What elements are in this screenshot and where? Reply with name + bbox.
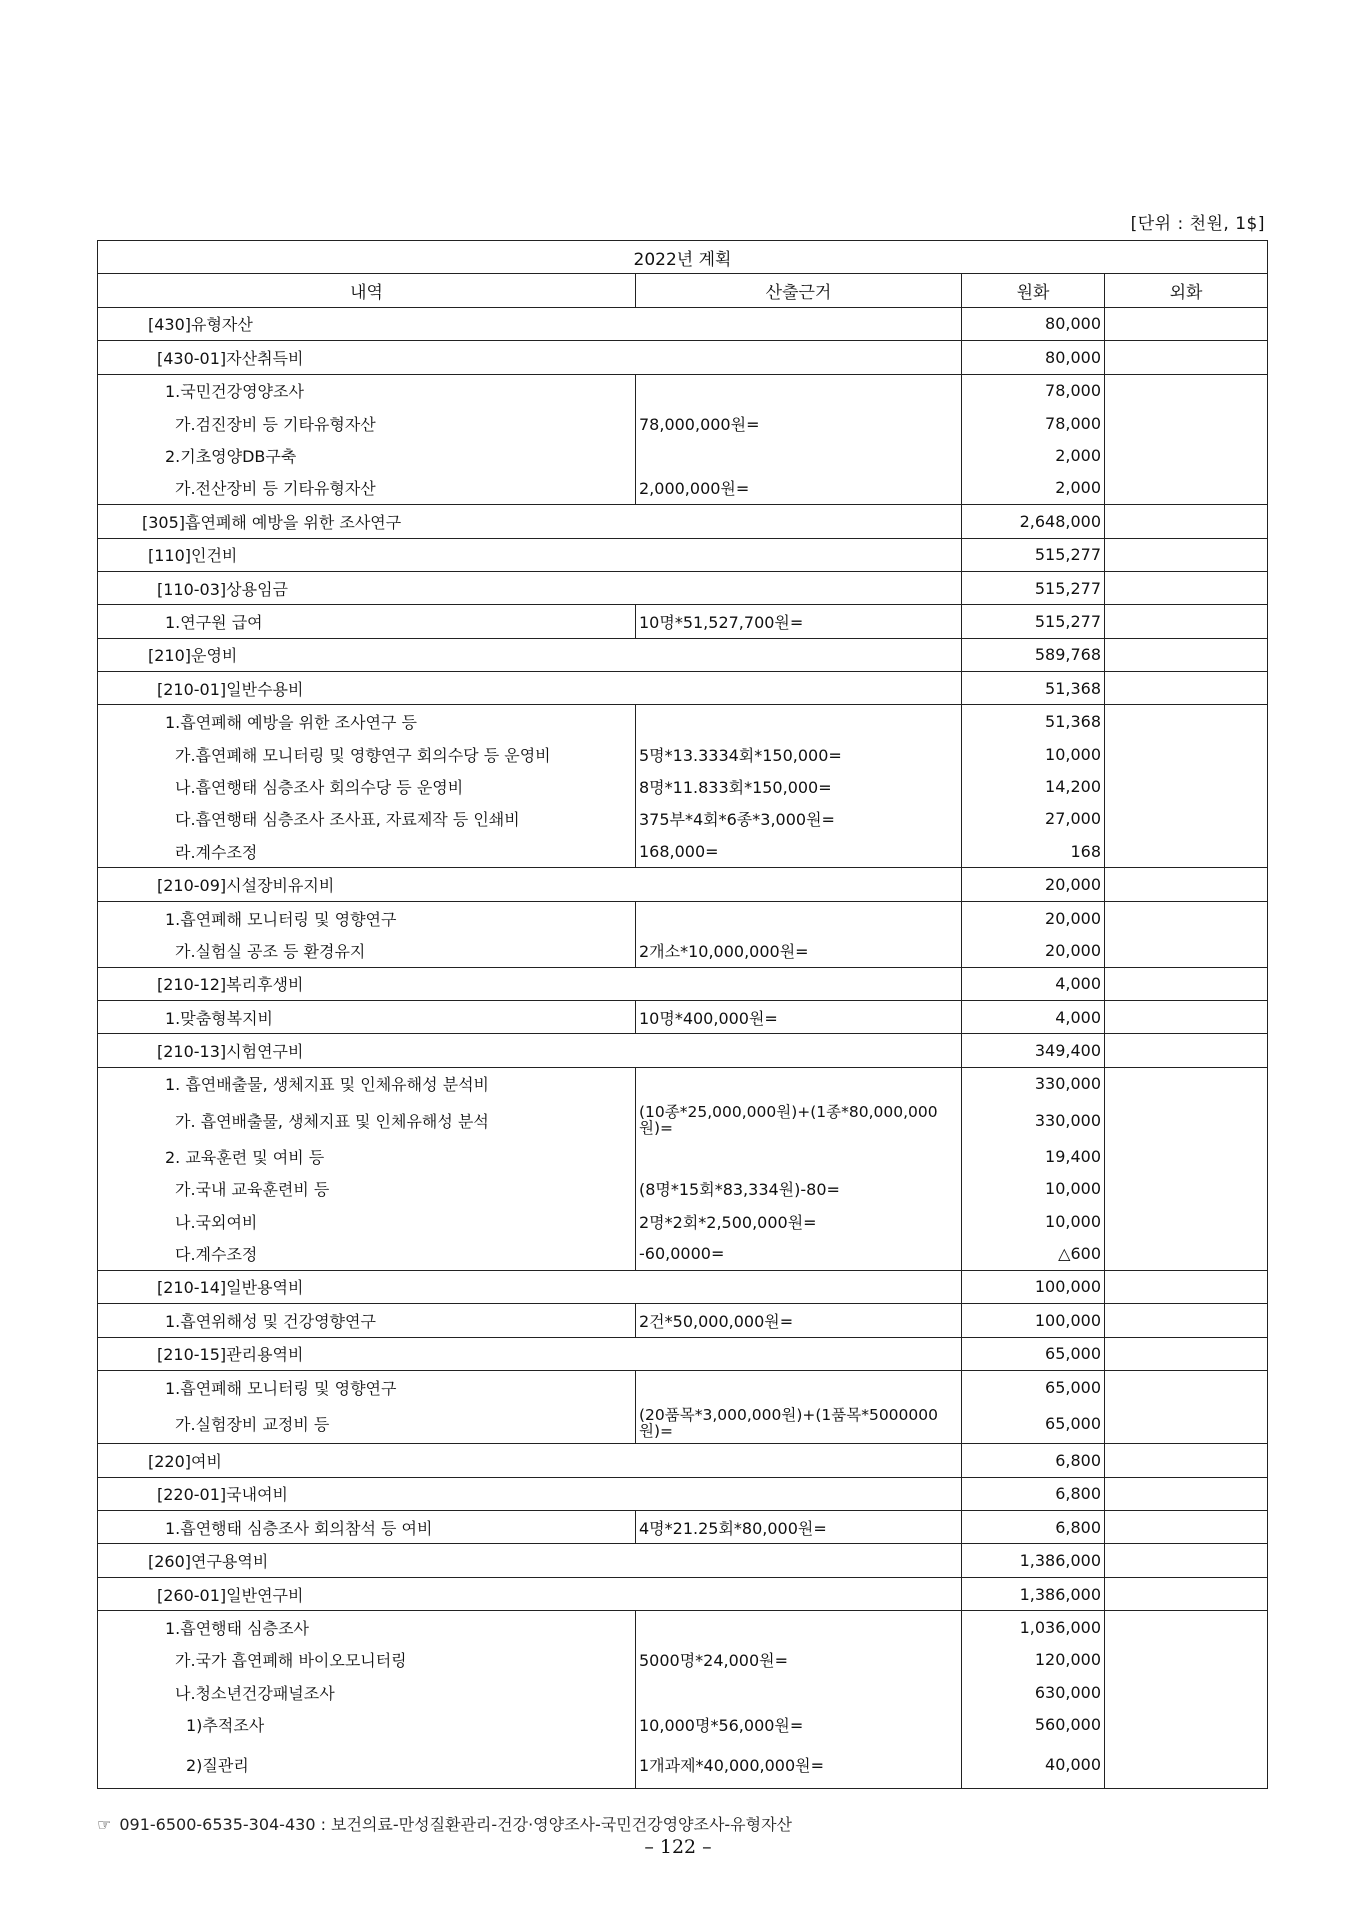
row-basis: 5명*13.3334회*150,000=	[636, 738, 962, 770]
row-item: 가.국가 흡연폐해 바이오모니터링	[98, 1644, 636, 1676]
row-item: 1.흡연행태 심층조사 회의참석 등 여비	[98, 1511, 636, 1544]
row-basis: 10명*51,527,700원=	[636, 605, 962, 638]
table-row	[98, 934, 1268, 967]
row-krw: 515,277	[962, 571, 1105, 604]
row-basis: 8명*11.833회*150,000=	[636, 770, 962, 802]
column-header-krw: 원화	[962, 274, 1105, 307]
table-row	[98, 1477, 1268, 1510]
row-basis: 4명*21.25회*80,000원=	[636, 1511, 962, 1544]
row-basis: 168,000=	[636, 835, 962, 868]
row-foreign	[1105, 967, 1268, 1000]
column-header-item: 내역	[98, 274, 636, 307]
row-foreign	[1105, 1511, 1268, 1544]
row-foreign	[1105, 472, 1268, 505]
row-foreign	[1105, 738, 1268, 770]
row-krw: 100,000	[962, 1304, 1105, 1337]
row-krw: 65,000	[962, 1370, 1105, 1403]
table-row	[98, 1644, 1268, 1676]
row-basis	[636, 901, 962, 934]
table-row	[98, 835, 1268, 868]
table-row	[98, 1403, 1268, 1444]
row-krw: 100,000	[962, 1270, 1105, 1303]
row-item: 1.연구원 급여	[98, 605, 636, 638]
pointing-hand-icon: ☞	[97, 1815, 112, 1834]
row-krw: 20,000	[962, 901, 1105, 934]
row-krw: 27,000	[962, 803, 1105, 835]
row-krw: 560,000	[962, 1708, 1105, 1740]
row-item: 1.흡연폐해 예방을 위한 조사연구 등	[98, 705, 636, 738]
row-item: 가. 흡연배출물, 생체지표 및 인체유해성 분석	[98, 1100, 636, 1140]
row-krw: 2,648,000	[962, 505, 1105, 538]
row-basis: 375부*4회*6종*3,000원=	[636, 803, 962, 835]
row-foreign	[1105, 1544, 1268, 1577]
row-item: 1.흡연위해성 및 건강영향연구	[98, 1304, 636, 1337]
row-item: [260-01]일반연구비	[98, 1577, 962, 1610]
row-item: [220-01]국내여비	[98, 1477, 962, 1510]
table-row	[98, 605, 1268, 638]
row-krw: 10,000	[962, 1173, 1105, 1205]
row-foreign	[1105, 1270, 1268, 1303]
row-foreign	[1105, 1140, 1268, 1172]
row-item: 2. 교육훈련 및 여비 등	[98, 1140, 636, 1172]
row-foreign	[1105, 901, 1268, 934]
row-basis: 2개소*10,000,000원=	[636, 934, 962, 967]
table-row	[98, 803, 1268, 835]
row-item: 라.계수조정	[98, 835, 636, 868]
row-item: 가.흡연폐해 모니터링 및 영향연구 회의수당 등 운영비	[98, 738, 636, 770]
table-row	[98, 307, 1268, 340]
row-basis: 2건*50,000,000원=	[636, 1304, 962, 1337]
row-item: 가.전산장비 등 기타유형자산	[98, 472, 636, 505]
table-row	[98, 1676, 1268, 1708]
table-row	[98, 1337, 1268, 1370]
row-krw: 20,000	[962, 934, 1105, 967]
row-krw: 19,400	[962, 1140, 1105, 1172]
row-krw: 1,386,000	[962, 1577, 1105, 1610]
row-foreign	[1105, 1403, 1268, 1444]
row-krw: 78,000	[962, 374, 1105, 407]
row-foreign	[1105, 1237, 1268, 1270]
row-item: 1.흡연폐해 모니터링 및 영향연구	[98, 901, 636, 934]
budget-code-text: 091-6500-6535-304-430 : 보건의료-만성질환관리-건강·영양조사-국민건강영양조사-유형자산	[119, 1815, 793, 1834]
row-foreign	[1105, 705, 1268, 738]
row-basis: 2명*2회*2,500,000원=	[636, 1205, 962, 1237]
row-item: 다.흡연행태 심층조사 조사표, 자료제작 등 인쇄비	[98, 803, 636, 835]
row-item: 1. 흡연배출물, 생체지표 및 인체유해성 분석비	[98, 1067, 636, 1100]
row-krw: 515,277	[962, 538, 1105, 571]
row-krw: 4,000	[962, 1000, 1105, 1033]
table-row	[98, 1173, 1268, 1205]
row-krw: 2,000	[962, 439, 1105, 471]
row-basis	[636, 1140, 962, 1172]
row-foreign	[1105, 835, 1268, 868]
row-krw: 630,000	[962, 1676, 1105, 1708]
row-item: 가.검진장비 등 기타유형자산	[98, 407, 636, 439]
budget-table	[97, 240, 1268, 1789]
row-foreign	[1105, 1444, 1268, 1477]
row-foreign	[1105, 1304, 1268, 1337]
row-item: 2)질관리	[98, 1741, 636, 1789]
row-basis: 10,000명*56,000원=	[636, 1708, 962, 1740]
table-row	[98, 1511, 1268, 1544]
table-row	[98, 571, 1268, 604]
row-basis: (8명*15회*83,334원)-80=	[636, 1173, 962, 1205]
row-foreign	[1105, 1067, 1268, 1100]
row-krw: 78,000	[962, 407, 1105, 439]
row-item: 1)추적조사	[98, 1708, 636, 1740]
table-row	[98, 1000, 1268, 1033]
table-row	[98, 672, 1268, 705]
row-item: [210]운영비	[98, 638, 962, 671]
row-item: [210-14]일반용역비	[98, 1270, 962, 1303]
row-item: 다.계수조정	[98, 1237, 636, 1270]
table-row	[98, 901, 1268, 934]
row-foreign	[1105, 868, 1268, 901]
row-basis: 10명*400,000원=	[636, 1000, 962, 1033]
row-krw: 80,000	[962, 307, 1105, 340]
row-krw: 10,000	[962, 1205, 1105, 1237]
row-basis	[636, 1676, 962, 1708]
row-foreign	[1105, 1676, 1268, 1708]
row-krw: 2,000	[962, 472, 1105, 505]
row-foreign	[1105, 1611, 1268, 1644]
row-item: 나.국외여비	[98, 1205, 636, 1237]
row-krw: 168	[962, 835, 1105, 868]
row-item: 나.청소년건강패널조사	[98, 1676, 636, 1708]
row-krw: △600	[962, 1237, 1105, 1270]
row-basis	[636, 439, 962, 471]
row-krw: 10,000	[962, 738, 1105, 770]
row-krw: 51,368	[962, 672, 1105, 705]
row-foreign	[1105, 672, 1268, 705]
row-foreign	[1105, 1034, 1268, 1067]
table-row	[98, 407, 1268, 439]
table-row	[98, 439, 1268, 471]
table-row	[98, 1444, 1268, 1477]
row-foreign	[1105, 638, 1268, 671]
row-krw: 14,200	[962, 770, 1105, 802]
row-foreign	[1105, 439, 1268, 471]
table-row	[98, 1304, 1268, 1337]
row-foreign	[1105, 407, 1268, 439]
table-row	[98, 374, 1268, 407]
row-item: [220]여비	[98, 1444, 962, 1477]
row-basis	[636, 1370, 962, 1403]
table-row	[98, 770, 1268, 802]
row-item: 2.기초영양DB구축	[98, 439, 636, 471]
table-row	[98, 738, 1268, 770]
row-krw: 349,400	[962, 1034, 1105, 1067]
row-foreign	[1105, 803, 1268, 835]
row-foreign	[1105, 1370, 1268, 1403]
table-row	[98, 1370, 1268, 1403]
row-foreign	[1105, 770, 1268, 802]
row-foreign	[1105, 1173, 1268, 1205]
row-krw: 40,000	[962, 1741, 1105, 1789]
row-foreign	[1105, 1577, 1268, 1610]
table-row	[98, 1067, 1268, 1100]
table-row	[98, 1577, 1268, 1610]
row-foreign	[1105, 1477, 1268, 1510]
row-krw: 1,036,000	[962, 1611, 1105, 1644]
row-item: 1.맞춤형복지비	[98, 1000, 636, 1033]
row-krw: 65,000	[962, 1337, 1105, 1370]
row-foreign	[1105, 1644, 1268, 1676]
row-item: [110-03]상용임금	[98, 571, 962, 604]
table-row	[98, 1741, 1268, 1789]
row-krw: 6,800	[962, 1444, 1105, 1477]
row-krw: 589,768	[962, 638, 1105, 671]
row-foreign	[1105, 1205, 1268, 1237]
row-foreign	[1105, 505, 1268, 538]
row-basis: 1개과제*40,000,000원=	[636, 1741, 962, 1789]
table-row	[98, 1034, 1268, 1067]
row-foreign	[1105, 1337, 1268, 1370]
table-row	[98, 1205, 1268, 1237]
table-row	[98, 472, 1268, 505]
row-item: [210-12]복리후생비	[98, 967, 962, 1000]
row-krw: 120,000	[962, 1644, 1105, 1676]
row-item: 1.흡연폐해 모니터링 및 영향연구	[98, 1370, 636, 1403]
column-header-foreign: 외화	[1105, 274, 1268, 307]
row-foreign	[1105, 341, 1268, 374]
row-basis: 2,000,000원=	[636, 472, 962, 505]
row-foreign	[1105, 605, 1268, 638]
row-krw: 6,800	[962, 1477, 1105, 1510]
row-item: [210-01]일반수용비	[98, 672, 962, 705]
row-krw: 1,386,000	[962, 1544, 1105, 1577]
row-foreign	[1105, 307, 1268, 340]
row-krw: 80,000	[962, 341, 1105, 374]
column-header-row	[98, 274, 1268, 307]
table-row	[98, 1237, 1268, 1270]
table-row	[98, 1100, 1268, 1140]
row-basis: 5000명*24,000원=	[636, 1644, 962, 1676]
row-item: [210-13]시험연구비	[98, 1034, 962, 1067]
row-basis: (10종*25,000,000원)+(1종*80,000,000원)=	[636, 1100, 962, 1140]
row-item: [430-01]자산취득비	[98, 341, 962, 374]
row-basis: (20품목*3,000,000원)+(1품목*5000000원)=	[636, 1403, 962, 1444]
column-header-basis: 산출근거	[636, 274, 962, 307]
table-row	[98, 1140, 1268, 1172]
row-item: 가.실험실 공조 등 환경유지	[98, 934, 636, 967]
table-row	[98, 1611, 1268, 1644]
table-row	[98, 868, 1268, 901]
page-number: – 122 –	[644, 1836, 712, 1858]
row-basis	[636, 1611, 962, 1644]
row-basis	[636, 1067, 962, 1100]
row-krw: 6,800	[962, 1511, 1105, 1544]
plan-title: 2022년 계획	[98, 241, 1268, 274]
table-row	[98, 705, 1268, 738]
row-basis	[636, 374, 962, 407]
row-foreign	[1105, 571, 1268, 604]
table-row	[98, 1708, 1268, 1740]
row-basis: 78,000,000원=	[636, 407, 962, 439]
unit-label: [단위 : 천원, 1$]	[1130, 214, 1265, 234]
row-item: [210-09]시설장비유지비	[98, 868, 962, 901]
row-item: 1.흡연행태 심층조사	[98, 1611, 636, 1644]
table-row	[98, 341, 1268, 374]
row-krw: 51,368	[962, 705, 1105, 738]
row-foreign	[1105, 374, 1268, 407]
row-item: 가.실험장비 교정비 등	[98, 1403, 636, 1444]
row-krw: 65,000	[962, 1403, 1105, 1444]
table-row	[98, 638, 1268, 671]
row-item: [430]유형자산	[98, 307, 962, 340]
row-item: [260]연구용역비	[98, 1544, 962, 1577]
budget-code-note	[97, 1812, 792, 1835]
row-item: 나.흡연행태 심층조사 회의수당 등 운영비	[98, 770, 636, 802]
row-krw: 330,000	[962, 1067, 1105, 1100]
row-item: 가.국내 교육훈련비 등	[98, 1173, 636, 1205]
table-row	[98, 505, 1268, 538]
row-foreign	[1105, 538, 1268, 571]
plan-title-row	[98, 241, 1268, 274]
table-row	[98, 967, 1268, 1000]
row-basis	[636, 705, 962, 738]
row-item: [210-15]관리용역비	[98, 1337, 962, 1370]
row-basis: -60,0000=	[636, 1237, 962, 1270]
row-foreign	[1105, 934, 1268, 967]
table-row	[98, 538, 1268, 571]
row-foreign	[1105, 1741, 1268, 1789]
table-row	[98, 1270, 1268, 1303]
row-krw: 4,000	[962, 967, 1105, 1000]
row-krw: 20,000	[962, 868, 1105, 901]
table-row	[98, 1544, 1268, 1577]
row-item: [305]흡연폐해 예방을 위한 조사연구	[98, 505, 962, 538]
row-foreign	[1105, 1708, 1268, 1740]
row-krw: 330,000	[962, 1100, 1105, 1140]
row-foreign	[1105, 1100, 1268, 1140]
row-item: [110]인건비	[98, 538, 962, 571]
row-item: 1.국민건강영양조사	[98, 374, 636, 407]
row-foreign	[1105, 1000, 1268, 1033]
row-krw: 515,277	[962, 605, 1105, 638]
